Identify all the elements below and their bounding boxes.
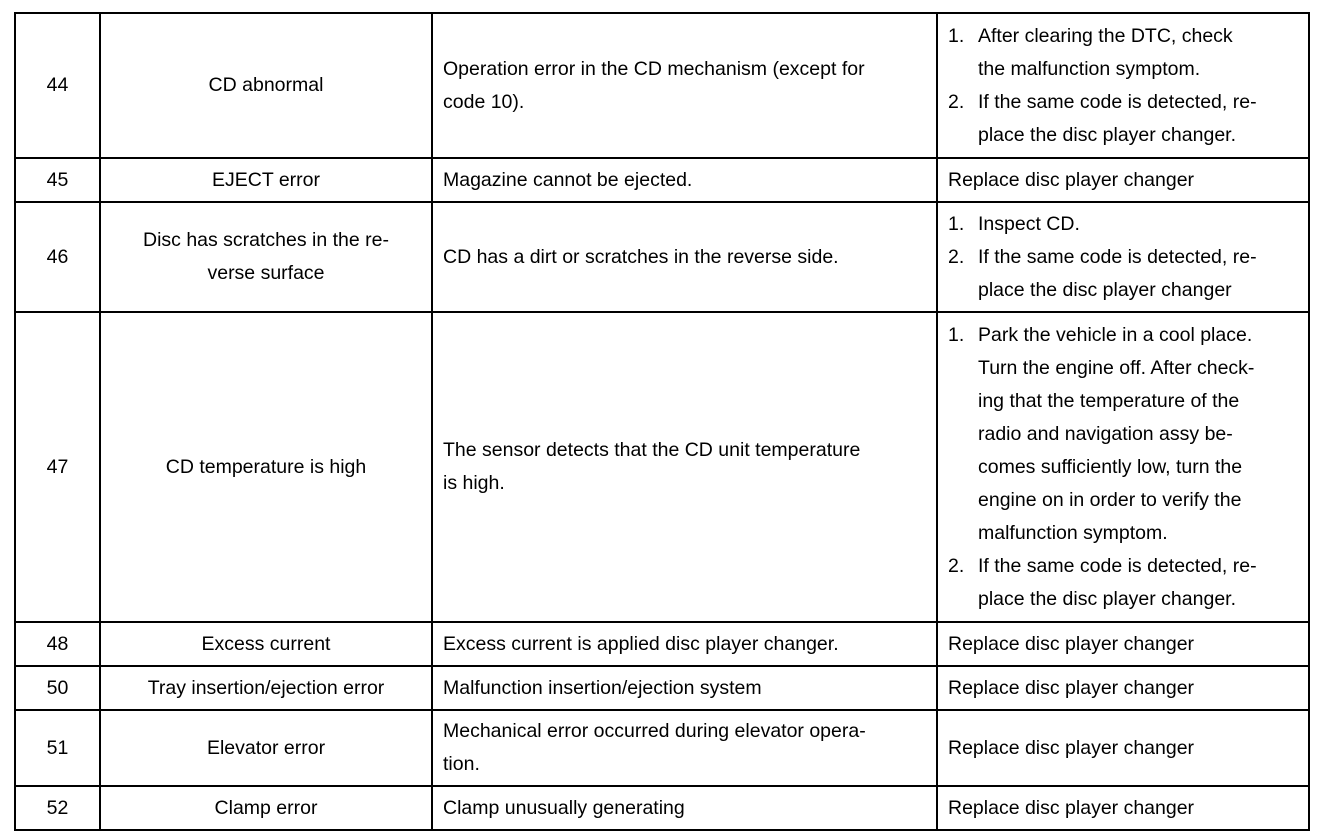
table-row	[15, 158, 1309, 202]
action-step: 2. If the same code is detected, re- place the disc player changer.	[948, 90, 1257, 146]
dtc-name-cell: Tray insertion/ejection error	[100, 666, 432, 710]
dtc-condition-cell: The sensor detects that the CD unit temperature is high.	[432, 312, 937, 622]
dtc-name-cell: EJECT error	[100, 158, 432, 202]
dtc-table	[14, 12, 1310, 831]
dtc-name-cell: Clamp error	[100, 786, 432, 830]
dtc-action-cell: Replace disc player changer	[937, 786, 1309, 830]
dtc-code-cell: 52	[15, 786, 100, 830]
dtc-action-cell: Replace disc player changer	[937, 710, 1309, 786]
dtc-action-cell	[937, 13, 1309, 158]
dtc-code-cell: 44	[15, 13, 100, 158]
dtc-code-cell: 47	[15, 312, 100, 622]
dtc-code-cell: 50	[15, 666, 100, 710]
dtc-code-cell: 46	[15, 202, 100, 312]
dtc-condition-cell: Excess current is applied disc player changer.	[432, 622, 937, 666]
action-step: 2. If the same code is detected, re- place the disc player changer	[948, 245, 1257, 301]
action-steps	[948, 208, 1294, 307]
dtc-condition-cell: Clamp unusually generating	[432, 786, 937, 830]
table-row	[15, 666, 1309, 710]
dtc-action-cell: Replace disc player changer	[937, 158, 1309, 202]
dtc-action-cell: Replace disc player changer	[937, 666, 1309, 710]
table-row	[15, 710, 1309, 786]
dtc-condition-cell: Magazine cannot be ejected.	[432, 158, 937, 202]
dtc-code-cell: 51	[15, 710, 100, 786]
action-step: 1. Inspect CD.	[948, 212, 1080, 235]
dtc-name-cell: Excess current	[100, 622, 432, 666]
action-step: 1. Park the vehicle in a cool place. Turn the engine off. After check- ing that the temperature of the radio and navigation assy be- comes sufficiently low, turn the engine on in order to verify the malfunction symptom.	[948, 323, 1255, 544]
dtc-name-cell: Elevator error	[100, 710, 432, 786]
dtc-name-cell: CD temperature is high	[100, 312, 432, 622]
table-row	[15, 312, 1309, 622]
dtc-condition-cell: Malfunction insertion/ejection system	[432, 666, 937, 710]
dtc-name-cell: CD abnormal	[100, 13, 432, 158]
dtc-name-cell: Disc has scratches in the re- verse surface	[100, 202, 432, 312]
table-row	[15, 202, 1309, 312]
dtc-condition-cell: CD has a dirt or scratches in the reverse side.	[432, 202, 937, 312]
table-row	[15, 622, 1309, 666]
action-steps	[948, 20, 1294, 152]
action-step: 1. After clearing the DTC, check the malfunction symptom.	[948, 24, 1233, 80]
dtc-action-cell: Replace disc player changer	[937, 622, 1309, 666]
table-row	[15, 786, 1309, 830]
dtc-action-cell	[937, 312, 1309, 622]
table-row	[15, 13, 1309, 158]
action-steps	[948, 319, 1294, 616]
dtc-condition-cell: Operation error in the CD mechanism (except for code 10).	[432, 13, 937, 158]
dtc-code-cell: 48	[15, 622, 100, 666]
dtc-action-cell	[937, 202, 1309, 312]
dtc-code-cell: 45	[15, 158, 100, 202]
action-step: 2. If the same code is detected, re- place the disc player changer.	[948, 554, 1257, 610]
dtc-condition-cell: Mechanical error occurred during elevator opera- tion.	[432, 710, 937, 786]
